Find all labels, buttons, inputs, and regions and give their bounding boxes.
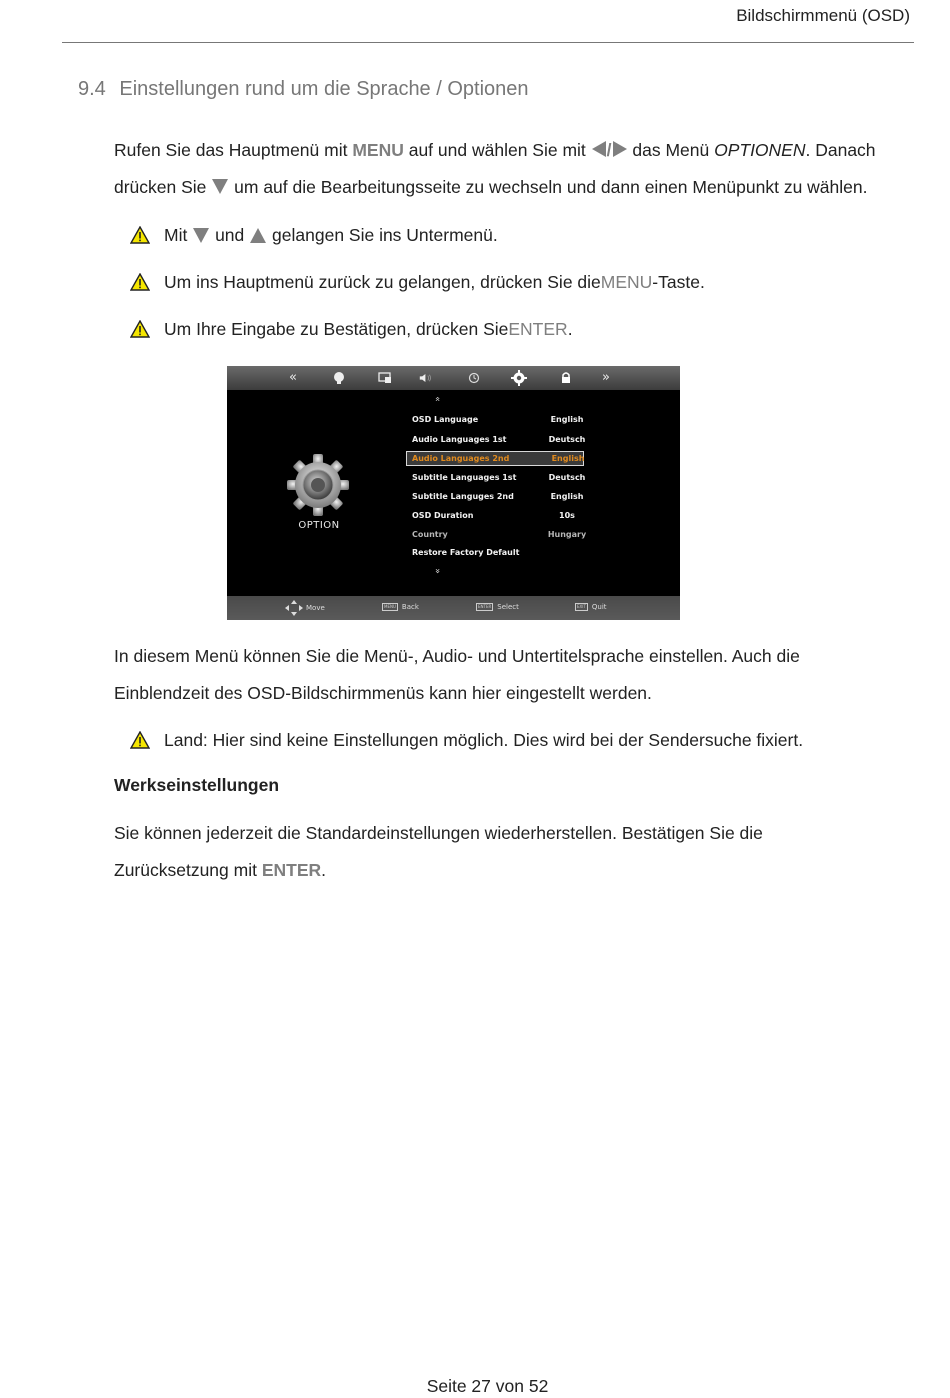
arrow-down-icon (212, 179, 228, 194)
description-line-1: In diesem Menü können Sie die Menü-, Audio- und Untertitelsprache einstellen. Auch die (114, 646, 800, 666)
factory-settings-heading: Werkseinstellungen (114, 775, 280, 795)
hint-label: Quit (591, 603, 607, 611)
lock-icon (558, 371, 574, 384)
gear-icon (511, 370, 527, 386)
running-header: Bildschirmmenü (OSD) (736, 6, 910, 25)
warning-icon (130, 273, 150, 291)
intro-line-1 (114, 132, 914, 169)
note-text: Um ins Hauptmenü zurück zu gelangen, drücken Sie die (164, 272, 601, 292)
osd-row-value: Hungary (547, 530, 587, 539)
warning-icon (130, 731, 150, 749)
factory-paragraph (114, 815, 914, 888)
hint-move (285, 600, 325, 616)
osd-scroll-up-icon: « (432, 396, 442, 402)
factory-text: Zurücksetzung mit (114, 859, 262, 880)
menu-key-icon: MENU (384, 604, 396, 609)
enter-key: ENTER (508, 319, 568, 339)
arrow-down-icon (193, 228, 209, 243)
osd-hint-bar (227, 596, 680, 620)
intro-text: drücken Sie (114, 176, 212, 197)
optionen-term: OPTIONEN (714, 140, 806, 160)
osd-row-value: Deutsch (548, 473, 586, 482)
description-line-2: Einblendzeit des OSD-Bildschirmmenüs kann hier eingestellt werden. (114, 682, 652, 703)
note-main-menu (130, 270, 705, 294)
osd-row-country (412, 528, 587, 543)
section-title (78, 78, 529, 101)
screen-icon (377, 372, 393, 384)
osd-row-label: Subtitle Languges 2nd (412, 492, 514, 501)
osd-row-value: 10s (559, 511, 575, 520)
osd-row-label: Subtitle Languages 1st (412, 473, 517, 482)
intro-text: . Danach (805, 140, 876, 160)
osd-menu-name: OPTION (298, 520, 340, 531)
warning-icon (130, 320, 150, 338)
intro-text: Rufen Sie das Hauptmenü mit (114, 140, 353, 160)
page-number: Seite 27 von 52 (426, 1376, 549, 1396)
header-rule (62, 42, 914, 43)
intro-line-2 (114, 169, 914, 206)
osd-row-label: OSD Duration (412, 511, 474, 520)
arrow-right-icon (613, 141, 627, 157)
warning-icon (130, 226, 150, 244)
osd-next-icon: » (602, 370, 610, 385)
osd-row-label: Audio Languages 1st (412, 435, 507, 444)
hint-back (382, 603, 419, 611)
osd-row-label: Country (412, 530, 448, 539)
osd-row-value: Deutsch (548, 435, 586, 444)
factory-line-1: Sie können jederzeit die Standardeinstellungen wiederherstellen. Bestätigen Sie die (114, 823, 763, 843)
clock-icon (466, 372, 482, 384)
intro-paragraph (114, 132, 914, 205)
picture-icon (331, 371, 347, 385)
note-text: -Taste. (652, 272, 705, 292)
osd-row-osd-duration[interactable] (412, 509, 578, 524)
arrow-up-icon (250, 228, 266, 243)
intro-text: auf und wählen Sie mit (403, 140, 591, 160)
section-title-text: Einstellungen rund um die Sprache / Optionen (119, 78, 529, 100)
hint-label: Back (401, 603, 419, 611)
note-text: gelangen Sie ins Untermenü. (272, 225, 498, 245)
hint-quit (575, 603, 607, 611)
note-text: und (215, 225, 245, 245)
exit-key-icon: EXIT (577, 604, 586, 609)
note-text: Land: Hier sind keine Einstellungen möglich. Dies wird bei der Sendersuche fixiert. (164, 730, 804, 750)
osd-row-label: Audio Languages 2nd (412, 454, 510, 463)
osd-row-label: OSD Language (412, 415, 479, 424)
osd-screenshot (227, 366, 680, 620)
note-text: . (567, 319, 573, 339)
hint-label: Select (497, 603, 519, 611)
osd-prev-icon: « (289, 370, 297, 385)
note-country (130, 728, 803, 752)
osd-row-value: English (550, 492, 584, 501)
osd-row-value: English (550, 415, 584, 424)
osd-row-audio-2nd-selected[interactable] (406, 451, 584, 466)
section-number: 9.4 (78, 78, 106, 100)
note-submenu (130, 223, 498, 247)
osd-scroll-down-icon: » (432, 568, 442, 574)
option-gear-icon (285, 452, 351, 518)
description-paragraph (114, 638, 914, 711)
osd-row-subtitle-2nd[interactable] (412, 490, 584, 505)
menu-key: MENU (352, 140, 404, 160)
hint-label: Move (306, 604, 325, 612)
sound-icon (419, 372, 435, 384)
intro-text: um auf die Bearbeitungsseite zu wechseln und dann einen Menüpunkt zu wählen. (229, 176, 868, 197)
note-text: Um Ihre Eingabe zu Bestätigen, drücken Sie (164, 319, 509, 339)
intro-text: das Menü (627, 140, 715, 160)
osd-top-bar (227, 366, 680, 390)
arrow-left-icon (592, 141, 606, 157)
osd-row-subtitle-1st[interactable] (412, 471, 586, 486)
enter-key: ENTER (261, 859, 322, 880)
note-confirm (130, 317, 573, 341)
note-text: Mit (164, 225, 188, 245)
osd-row-label: Restore Factory Default (412, 548, 520, 557)
enter-key-icon: ENTER (478, 604, 492, 609)
osd-row-audio-1st[interactable] (412, 433, 586, 448)
slash-separator: / (606, 140, 612, 160)
menu-key: MENU (600, 272, 653, 292)
osd-row-osd-language[interactable] (412, 413, 584, 428)
hint-select (476, 603, 519, 611)
move-dpad-icon (285, 600, 303, 616)
osd-row-restore-default[interactable] (412, 546, 578, 561)
osd-row-value: English (551, 454, 585, 463)
factory-line-2 (114, 852, 914, 889)
factory-text: . (321, 859, 327, 880)
